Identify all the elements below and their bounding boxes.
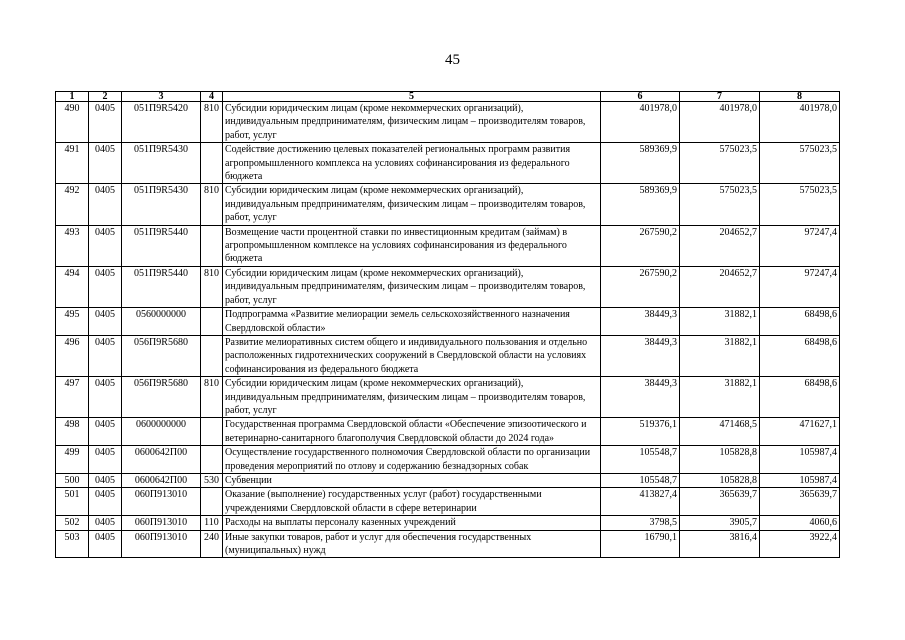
section-code-cell: 0405	[89, 516, 122, 530]
target-article-cell: 051П9R5430	[122, 184, 201, 225]
target-article-cell: 060П913010	[122, 488, 201, 516]
row-number-cell: 502	[56, 516, 89, 530]
table-row	[56, 308, 840, 336]
section-code-cell: 0405	[89, 335, 122, 376]
table-row	[56, 418, 840, 446]
expense-type-cell	[201, 308, 223, 336]
section-code-cell: 0405	[89, 473, 122, 487]
section-code-cell: 0405	[89, 446, 122, 474]
row-number-cell: 497	[56, 377, 89, 418]
amount-2023-cell: 204652,7	[680, 225, 760, 266]
target-article-cell: 060П913010	[122, 516, 201, 530]
expense-type-cell: 110	[201, 516, 223, 530]
amount-2023-cell: 3905,7	[680, 516, 760, 530]
description-cell: Субвенции	[223, 473, 601, 487]
target-article-cell: 060П913010	[122, 530, 201, 558]
row-number-cell: 498	[56, 418, 89, 446]
amount-2023-cell: 3816,4	[680, 530, 760, 558]
description-cell: Оказание (выполнение) государственных услуг (работ) государственными учреждениями Свердловской области в сфере ветеринарии	[223, 488, 601, 516]
table-row	[56, 102, 840, 143]
amount-2022-cell: 519376,1	[601, 418, 680, 446]
amount-2022-cell: 413827,4	[601, 488, 680, 516]
target-article-cell: 0600000000	[122, 418, 201, 446]
amount-2024-cell: 3922,4	[760, 530, 840, 558]
row-number-cell: 496	[56, 335, 89, 376]
row-number-cell: 500	[56, 473, 89, 487]
description-cell: Субсидии юридическим лицам (кроме некоммерческих организаций), индивидуальным предпринимателям, физическим лицам – производителям товаров, работ, услуг	[223, 102, 601, 143]
target-article-cell: 0560000000	[122, 308, 201, 336]
description-cell: Расходы на выплаты персоналу казенных учреждений	[223, 516, 601, 530]
description-cell: Осуществление государственного полномочия Свердловской области по организации проведения мероприятий по отлову и содержанию безнадзорных собак	[223, 446, 601, 474]
header-col-3: 3	[122, 92, 201, 102]
amount-2022-cell: 16790,1	[601, 530, 680, 558]
target-article-cell: 056П9R5680	[122, 335, 201, 376]
table-row	[56, 516, 840, 530]
amount-2023-cell: 471468,5	[680, 418, 760, 446]
amount-2022-cell: 401978,0	[601, 102, 680, 143]
amount-2022-cell: 38449,3	[601, 335, 680, 376]
target-article-cell: 051П9R5440	[122, 266, 201, 307]
amount-2024-cell: 97247,4	[760, 225, 840, 266]
amount-2024-cell: 97247,4	[760, 266, 840, 307]
section-code-cell: 0405	[89, 102, 122, 143]
target-article-cell: 0600642П00	[122, 473, 201, 487]
header-col-1: 1	[56, 92, 89, 102]
amount-2024-cell: 68498,6	[760, 335, 840, 376]
row-number-cell: 495	[56, 308, 89, 336]
amount-2022-cell: 105548,7	[601, 446, 680, 474]
table-row	[56, 266, 840, 307]
row-number-cell: 492	[56, 184, 89, 225]
table-row	[56, 335, 840, 376]
target-article-cell: 056П9R5680	[122, 377, 201, 418]
section-code-cell: 0405	[89, 308, 122, 336]
section-code-cell: 0405	[89, 184, 122, 225]
row-number-cell: 490	[56, 102, 89, 143]
amount-2023-cell: 401978,0	[680, 102, 760, 143]
amount-2023-cell: 31882,1	[680, 335, 760, 376]
amount-2022-cell: 267590,2	[601, 266, 680, 307]
description-cell: Развитие мелиоративных систем общего и индивидуального пользования и отдельно расположенных гидротехнических сооружений в Свердловской области на условиях софинансирования из федерального бюджета	[223, 335, 601, 376]
row-number-cell: 501	[56, 488, 89, 516]
table-row	[56, 446, 840, 474]
amount-2023-cell: 575023,5	[680, 184, 760, 225]
amount-2024-cell: 575023,5	[760, 143, 840, 184]
header-col-2: 2	[89, 92, 122, 102]
table-row	[56, 488, 840, 516]
amount-2023-cell: 365639,7	[680, 488, 760, 516]
row-number-cell: 503	[56, 530, 89, 558]
amount-2024-cell: 401978,0	[760, 102, 840, 143]
amount-2022-cell: 589369,9	[601, 143, 680, 184]
amount-2024-cell: 471627,1	[760, 418, 840, 446]
header-col-8: 8	[760, 92, 840, 102]
header-col-6: 6	[601, 92, 680, 102]
section-code-cell: 0405	[89, 225, 122, 266]
target-article-cell: 051П9R5420	[122, 102, 201, 143]
table-row	[56, 184, 840, 225]
description-cell: Содействие достижению целевых показателей региональных программ развития агропромышленного комплекса на условиях софинансирования из федерального бюджета	[223, 143, 601, 184]
expense-type-cell	[201, 418, 223, 446]
table-row	[56, 473, 840, 487]
expense-type-cell	[201, 143, 223, 184]
table-row	[56, 143, 840, 184]
description-cell: Возмещение части процентной ставки по инвестиционным кредитам (займам) в агропромышленном комплексе на условиях софинансирования из федерального бюджета	[223, 225, 601, 266]
amount-2022-cell: 267590,2	[601, 225, 680, 266]
description-cell: Иные закупки товаров, работ и услуг для обеспечения государственных (муниципальных) нужд	[223, 530, 601, 558]
expense-type-cell: 810	[201, 266, 223, 307]
amount-2024-cell: 105987,4	[760, 446, 840, 474]
section-code-cell: 0405	[89, 266, 122, 307]
table-row	[56, 225, 840, 266]
description-cell: Государственная программа Свердловской области «Обеспечение эпизоотического и ветеринарно-санитарного благополучия Свердловской области до 2024 года»	[223, 418, 601, 446]
expense-type-cell: 530	[201, 473, 223, 487]
amount-2023-cell: 204652,7	[680, 266, 760, 307]
expense-type-cell	[201, 335, 223, 376]
amount-2022-cell: 38449,3	[601, 377, 680, 418]
header-row	[56, 92, 840, 102]
header-col-7: 7	[680, 92, 760, 102]
section-code-cell: 0405	[89, 377, 122, 418]
description-cell: Субсидии юридическим лицам (кроме некоммерческих организаций), индивидуальным предпринимателям, физическим лицам – производителям товаров, работ, услуг	[223, 377, 601, 418]
expense-type-cell: 810	[201, 377, 223, 418]
description-cell: Субсидии юридическим лицам (кроме некоммерческих организаций), индивидуальным предпринимателям, физическим лицам – производителям товаров, работ, услуг	[223, 266, 601, 307]
expense-type-cell: 810	[201, 102, 223, 143]
amount-2024-cell: 4060,6	[760, 516, 840, 530]
amount-2023-cell: 31882,1	[680, 377, 760, 418]
description-cell: Субсидии юридическим лицам (кроме некоммерческих организаций), индивидуальным предпринимателям, физическим лицам – производителям товаров, работ, услуг	[223, 184, 601, 225]
row-number-cell: 491	[56, 143, 89, 184]
description-cell: Подпрограмма «Развитие мелиорации земель сельскохозяйственного назначения Свердловской области»	[223, 308, 601, 336]
amount-2022-cell: 3798,5	[601, 516, 680, 530]
expense-type-cell: 240	[201, 530, 223, 558]
section-code-cell: 0405	[89, 418, 122, 446]
amount-2023-cell: 105828,8	[680, 446, 760, 474]
amount-2024-cell: 105987,4	[760, 473, 840, 487]
target-article-cell: 051П9R5430	[122, 143, 201, 184]
table-row	[56, 530, 840, 558]
table-row	[56, 377, 840, 418]
row-number-cell: 494	[56, 266, 89, 307]
expense-type-cell	[201, 446, 223, 474]
amount-2024-cell: 68498,6	[760, 377, 840, 418]
header-col-4: 4	[201, 92, 223, 102]
amount-2024-cell: 68498,6	[760, 308, 840, 336]
row-number-cell: 499	[56, 446, 89, 474]
section-code-cell: 0405	[89, 143, 122, 184]
expense-type-cell	[201, 225, 223, 266]
target-article-cell: 0600642П00	[122, 446, 201, 474]
expense-type-cell	[201, 488, 223, 516]
amount-2022-cell: 105548,7	[601, 473, 680, 487]
amount-2022-cell: 589369,9	[601, 184, 680, 225]
header-col-5: 5	[223, 92, 601, 102]
section-code-cell: 0405	[89, 530, 122, 558]
row-number-cell: 493	[56, 225, 89, 266]
amount-2024-cell: 575023,5	[760, 184, 840, 225]
page-number: 45	[445, 52, 460, 68]
amount-2022-cell: 38449,3	[601, 308, 680, 336]
expense-type-cell: 810	[201, 184, 223, 225]
budget-table	[55, 91, 840, 558]
amount-2023-cell: 575023,5	[680, 143, 760, 184]
amount-2024-cell: 365639,7	[760, 488, 840, 516]
target-article-cell: 051П9R5440	[122, 225, 201, 266]
amount-2023-cell: 31882,1	[680, 308, 760, 336]
amount-2023-cell: 105828,8	[680, 473, 760, 487]
section-code-cell: 0405	[89, 488, 122, 516]
